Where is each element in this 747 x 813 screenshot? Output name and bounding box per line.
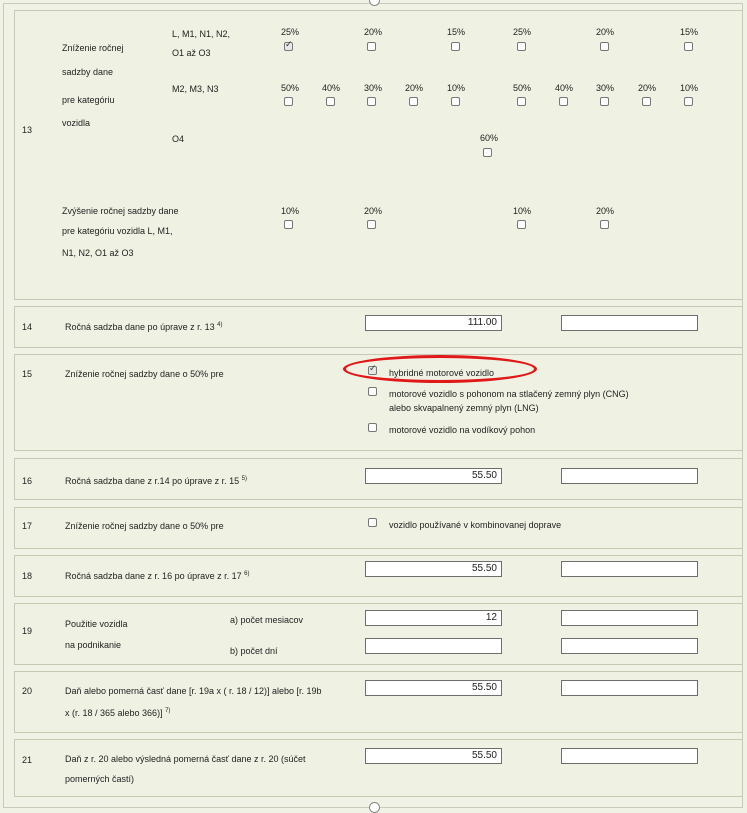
- pct-label: 20%: [596, 27, 615, 37]
- increase-label-line: Zvýšenie ročnej sadzby dane: [62, 206, 179, 216]
- hydrogen-label: motorové vozidlo na vodíkový pohon: [389, 425, 536, 435]
- checkbox[interactable]: [684, 42, 693, 51]
- category-m-label: M2, M3, N3: [172, 84, 219, 94]
- pct-label: 25%: [513, 27, 532, 37]
- row-16-value-input[interactable]: 55.50: [365, 468, 502, 484]
- pct-label: 10%: [281, 206, 300, 216]
- pct-label: 20%: [405, 83, 424, 93]
- row-19-label: Použitie vozidla: [65, 619, 128, 629]
- row-20-value2-input[interactable]: [561, 680, 698, 696]
- pct-label: 10%: [513, 206, 532, 216]
- row-number: 15: [22, 369, 33, 379]
- row-19-label: na podnikanie: [65, 640, 122, 650]
- footnote-ref: 6): [244, 571, 250, 577]
- hybrid-vehicle-label: hybridné motorové vozidlo: [389, 368, 495, 378]
- row-20-label: Daň alebo pomerná časť dane [r. 19a x ( r. 18 / 12)] alebo [r. 19b: [65, 686, 322, 696]
- checkbox[interactable]: [517, 42, 526, 51]
- row-14-label-text: Ročná sadzba dane po úprave z r. 13: [65, 322, 215, 332]
- row-21-value-input[interactable]: 55.50: [365, 748, 502, 764]
- checkbox[interactable]: [367, 220, 376, 229]
- increase-label-line: N1, N2, O1 až O3: [62, 248, 134, 258]
- row-15-label: Zníženie ročnej sadzby dane o 50% pre: [65, 369, 224, 379]
- pct-label: 30%: [364, 83, 383, 93]
- row-20-label: [65, 708, 170, 718]
- checkbox[interactable]: [326, 97, 335, 106]
- checkbox[interactable]: [483, 148, 492, 157]
- category-o-label: O4: [172, 134, 185, 144]
- pct-label: 20%: [596, 206, 615, 216]
- pct-label: 50%: [281, 83, 300, 93]
- row-21-label: Daň z r. 20 alebo výsledná pomerná časť dane z r. 20 (súčet: [65, 754, 306, 764]
- checkbox[interactable]: [684, 97, 693, 106]
- row-20-value-input[interactable]: 55.50: [365, 680, 502, 696]
- months-input-2[interactable]: [561, 610, 698, 626]
- pct-label: 20%: [364, 27, 383, 37]
- footnote-ref: 7): [165, 708, 171, 714]
- checkbox[interactable]: [517, 220, 526, 229]
- hydrogen-checkbox[interactable]: [368, 423, 377, 432]
- checkbox[interactable]: [517, 97, 526, 106]
- checkbox[interactable]: [559, 97, 568, 106]
- pct-label: 15%: [680, 27, 699, 37]
- cng-lng-checkbox[interactable]: [368, 387, 377, 396]
- footnote-ref: 5): [241, 476, 247, 482]
- increase-label-line: pre kategóriu vozidla L, M1,: [62, 226, 173, 236]
- checkbox[interactable]: [409, 97, 418, 106]
- row-20-label-text: x (r. 18 / 365 alebo 366)]: [65, 708, 163, 718]
- row-number: 13: [22, 125, 33, 135]
- red-highlight-circle: [343, 355, 537, 383]
- reduce-label-line: Zníženie ročnej: [62, 43, 124, 53]
- checkbox[interactable]: [600, 220, 609, 229]
- cng-lng-label: motorové vozidlo s pohonom na stlačený zemný plyn (CNG): [389, 389, 629, 399]
- pct-label: 30%: [596, 83, 615, 93]
- checkbox[interactable]: [367, 97, 376, 106]
- row-number: 18: [22, 571, 33, 581]
- row-18-value-input[interactable]: 55.50: [365, 561, 502, 577]
- row-16-label: [65, 476, 247, 486]
- months-label: a) počet mesiacov: [230, 615, 304, 625]
- row-number: 17: [22, 521, 33, 531]
- row-14-value2-input[interactable]: [561, 315, 698, 331]
- row-18-label: [65, 571, 249, 581]
- row-18-value2-input[interactable]: [561, 561, 698, 577]
- checkbox[interactable]: [600, 42, 609, 51]
- pct-label: 10%: [447, 83, 466, 93]
- pct-label: 20%: [364, 206, 383, 216]
- days-input-2[interactable]: [561, 638, 698, 654]
- days-label: b) počet dní: [230, 646, 278, 656]
- checkbox[interactable]: [367, 42, 376, 51]
- row-18-label-text: Ročná sadzba dane z r. 16 po úprave z r. 17: [65, 571, 242, 581]
- combined-transport-checkbox[interactable]: [368, 518, 377, 527]
- reduce-label-line: vozidla: [62, 118, 91, 128]
- footnote-ref: 4): [217, 322, 223, 328]
- category-l-label: O1 až O3: [172, 48, 211, 58]
- checkbox[interactable]: [284, 97, 293, 106]
- pct-label: 20%: [638, 83, 657, 93]
- checkbox[interactable]: [600, 97, 609, 106]
- pct-label: 50%: [513, 83, 532, 93]
- pct-label: 15%: [447, 27, 466, 37]
- row-number: 14: [22, 322, 33, 332]
- row-21-value2-input[interactable]: [561, 748, 698, 764]
- pct-label: 60%: [480, 133, 499, 143]
- row-number: 20: [22, 686, 33, 696]
- cng-lng-label: alebo skvapalnený zemný plyn (LNG): [389, 403, 539, 413]
- pct-label: 10%: [680, 83, 699, 93]
- row-21-label: pomerných častí): [65, 774, 135, 784]
- checkbox[interactable]: [284, 220, 293, 229]
- row-14-label: [65, 322, 222, 332]
- checkbox[interactable]: [642, 97, 651, 106]
- row-number: 19: [22, 626, 33, 636]
- row-17-label: Zníženie ročnej sadzby dane o 50% pre: [65, 521, 224, 531]
- pct-label: 40%: [555, 83, 574, 93]
- checkbox[interactable]: [451, 97, 460, 106]
- pct-label: 40%: [322, 83, 341, 93]
- months-input[interactable]: 12: [365, 610, 502, 626]
- row-number: 21: [22, 755, 33, 765]
- reduce-label-line: sadzby dane: [62, 67, 114, 77]
- pct-label: 25%: [281, 27, 300, 37]
- combined-transport-label: vozidlo používané v kombinovanej doprave: [389, 520, 562, 530]
- row-16-value2-input[interactable]: [561, 468, 698, 484]
- resize-handle-bottom[interactable]: [369, 802, 380, 813]
- category-l-label: L, M1, N1, N2,: [172, 29, 231, 39]
- row-14-value-input[interactable]: 111.00: [365, 315, 502, 331]
- days-input[interactable]: [365, 638, 502, 654]
- row-number: 16: [22, 476, 33, 486]
- reduce-label-line: pre kategóriu: [62, 95, 115, 105]
- checkbox[interactable]: [284, 42, 293, 51]
- checkbox[interactable]: [451, 42, 460, 51]
- row-16-label-text: Ročná sadzba dane z r.14 po úprave z r. 15: [65, 476, 240, 486]
